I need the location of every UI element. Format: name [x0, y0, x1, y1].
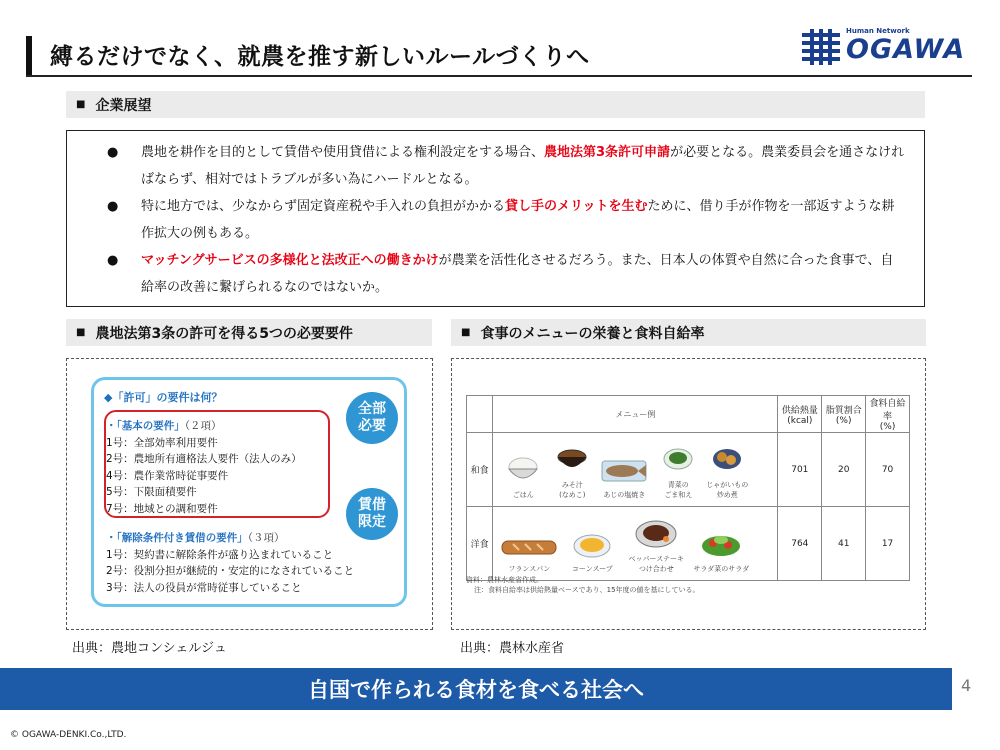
food-item: 青菜の ごま和え: [655, 447, 701, 500]
list-item: 2号：農地所有適格法人要件（法人のみ）: [106, 453, 302, 465]
square-bullet-icon: ■: [461, 327, 471, 338]
highlight-text: 貸し手のメリットを生む: [505, 199, 648, 214]
list-item: 3号：法人の役員が常時従事していること: [106, 581, 302, 594]
potato-dish-icon: [710, 447, 744, 475]
logo-tagline: Human Network: [846, 27, 910, 35]
conclusion-banner: 自国で作られる食材を食べる社会へ: [0, 668, 952, 710]
bullet-dot-icon: ●: [107, 253, 119, 268]
bullet-dot-icon: ●: [107, 199, 119, 214]
list-item: 1号：契約書に解除条件が盛り込まれていること: [106, 548, 334, 561]
source-citation-right: 出典：農林水産省: [460, 641, 565, 656]
row-label: 洋食: [467, 507, 493, 581]
group-heading: ・「解除条件付き賃借の要件」: [106, 532, 248, 544]
section-title: 企業展望: [95, 97, 152, 114]
greens-bowl-icon: [661, 447, 695, 475]
baguette-icon: [499, 535, 559, 559]
food-item: フランスパン: [497, 535, 561, 574]
column-header-rate: 食料自給率 (%): [866, 396, 910, 433]
corn-soup-icon: [572, 533, 612, 559]
grilled-fish-icon: [600, 455, 648, 485]
company-logo: [800, 26, 975, 66]
table-header-row: [467, 396, 910, 433]
badge-lease-only: 賃借 限定: [346, 488, 398, 540]
food-item: じゃがいもの 炒め煮: [701, 447, 753, 500]
rate-value: 17: [866, 507, 910, 581]
outlook-box: [66, 130, 925, 307]
list-item: 5号：下限面積要件: [106, 486, 197, 498]
outlook-bullet-2: ● 特に地方では、少なからず固定資産税や手入れの負担がかかる貸し手のメリットを生むために、借り手が作物を一部返すような耕作拡大の例もある。: [107, 193, 906, 247]
copyright-notice: © OGAWA-DENKI.Co.,LTD.: [10, 730, 127, 740]
fat-value: 20: [822, 433, 866, 507]
page-title: 縛るだけでなく、就農を推す新しいルールづくりへ: [50, 44, 590, 70]
rice-bowl-icon: [506, 457, 540, 485]
highlight-text: 農地法第3条許可申請: [544, 145, 671, 160]
food-item: ごはん: [499, 457, 547, 500]
section-header-requirements: [66, 319, 432, 346]
kcal-value: 701: [778, 433, 822, 507]
badge-all-required: 全部 必要: [346, 392, 398, 444]
panel-title: ◆「許可」の要件は何？: [104, 391, 223, 404]
food-item: あじの塩焼き: [597, 455, 651, 500]
page-number: 4: [961, 676, 972, 695]
menu-cell-western: [493, 507, 778, 581]
outlook-bullet-3: ● マッチングサービスの多様化と法改正への働きかけが農業を活性化させるだろう。また、日本人の体質や自然に合った食事で、自給率の改善に繋げられるなのではないか。: [107, 247, 906, 301]
miso-soup-icon: [555, 447, 589, 475]
menu-cell-japanese: [493, 433, 778, 507]
group-count: （２項）: [184, 420, 222, 432]
food-item: サラダ菜のサラダ: [691, 531, 751, 574]
section-title: 食事のメニューの栄養と食料自給率: [480, 325, 705, 342]
list-item: 4号：農作業常時従事要件: [106, 469, 229, 482]
column-header-menu: メニュー例: [493, 396, 778, 433]
nutrition-table: [466, 395, 910, 581]
table-row: [467, 507, 910, 581]
section-header-nutrition: [451, 319, 926, 346]
row-label: 和食: [467, 433, 493, 507]
logo-wordmark: OGAWA: [846, 34, 966, 65]
kcal-value: 764: [778, 507, 822, 581]
highlight-text: マッチングサービスの多様化と法改正への働きかけ: [141, 253, 439, 268]
nutrition-figure: [451, 358, 926, 630]
bullet-dot-icon: ●: [107, 145, 119, 160]
section-header-outlook: [66, 91, 925, 118]
group-count: （３項）: [247, 532, 285, 544]
title-divider: [26, 75, 972, 77]
list-item: 1号：全部効率利用要件: [106, 436, 218, 449]
section-title: 農地法第3条の許可を得る5つの必要要件: [95, 325, 353, 342]
food-item: コーンスープ: [563, 533, 621, 574]
network-grid-icon: [800, 29, 842, 65]
table-row: [467, 433, 910, 507]
square-bullet-icon: ■: [76, 99, 86, 110]
outlook-bullet-1: ● 農地を耕作を目的として賃借や使用貸借による権利設定をする場合、農地法第3条許可申請が必要となる。農業委員会を通さなければならず、相対ではトラブルが多い為にハードルとなる。: [107, 139, 906, 193]
salad-icon: [699, 531, 743, 559]
column-header-kcal: 供給熱量 (kcal): [778, 396, 822, 433]
source-citation-left: 出典：農地コンシェルジュ: [72, 641, 227, 656]
column-header-fat: 脂質割合 (%): [822, 396, 866, 433]
rate-value: 70: [866, 433, 910, 507]
list-item: 2号：役割分担が継続的・安定的になされていること: [106, 565, 355, 577]
basic-requirements-list: [106, 418, 302, 517]
table-note: 資料：農林水産省作成。 注：食料自給率は供給熱量ベースであり、15年度の値を基にしている。: [466, 576, 700, 594]
lease-requirements-list: [106, 530, 354, 596]
food-item: ベッパーステーキ つけ合わせ: [623, 519, 689, 574]
steak-plate-icon: [634, 519, 678, 549]
fat-value: 41: [822, 507, 866, 581]
food-item: みそ汁 (なめこ): [549, 447, 595, 500]
title-accent-bar: [26, 36, 32, 76]
group-heading: ・「基本の要件」: [106, 420, 185, 432]
requirements-figure: [66, 358, 433, 630]
square-bullet-icon: ■: [76, 327, 86, 338]
list-item: 7号：地域との調和要件: [106, 502, 218, 515]
requirements-panel: [91, 377, 407, 607]
